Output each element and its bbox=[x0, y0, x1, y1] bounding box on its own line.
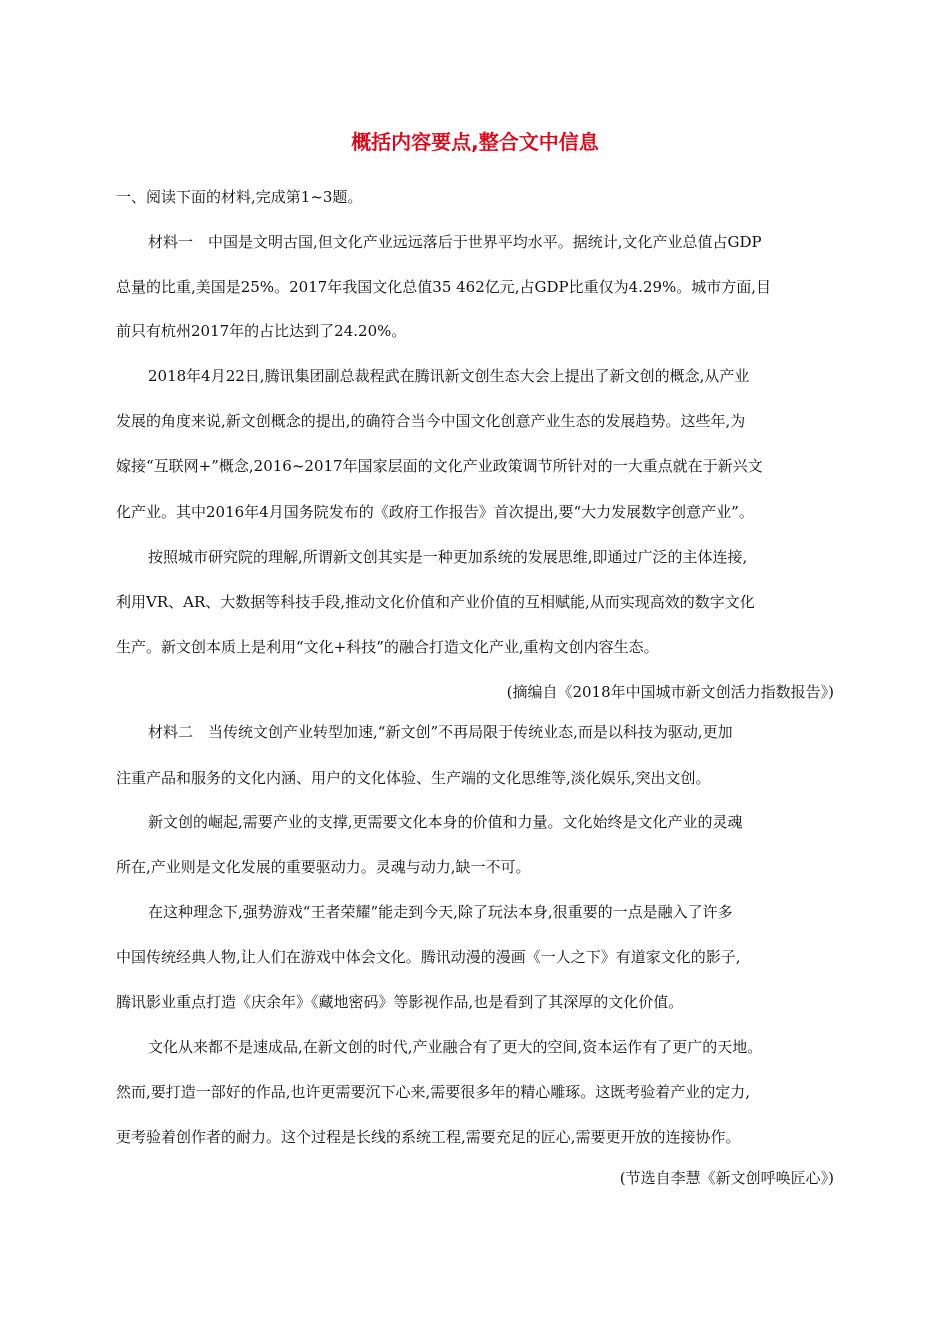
material1-source: (摘编自《2018年中国城市新文创活力指数报告》) bbox=[506, 683, 834, 701]
material1-p1-line2: 总量的比重,美国是25%。2017年我国文化总值35 462亿元,占GDP比重仅为4.29%。城市方面,目 bbox=[116, 278, 772, 296]
material2-p4-line2: 然而,要打造一部好的作品,也许更需要沉下心来,需要很多年的精心雕琢。这既考验着产业的定力, bbox=[116, 1083, 751, 1101]
material1-p3-line1: 按照城市研究院的理解,所谓新文创其实是一种更加系统的发展思维,即通过广泛的主体连接, bbox=[148, 548, 748, 566]
material1-p3-line3: 生产。新文创本质上是利用“文化+科技”的融合打造文化产业,重构文创内容生态。 bbox=[116, 638, 659, 656]
material2-p3-line3: 腾讯影业重点打造《庆余年》《藏地密码》等影视作品,也是看到了其深厚的文化价值。 bbox=[116, 993, 684, 1011]
material2-p2-line1: 新文创的崛起,需要产业的支撑,更需要文化本身的价值和力量。文化始终是文化产业的灵魂 bbox=[148, 813, 743, 831]
material2-source: (节选自李慧《新文创呼唤匠心》) bbox=[619, 1169, 834, 1187]
material1-p2-line2: 发展的角度来说,新文创概念的提出,的确符合当今中国文化创意产业生态的发展趋势。这些年,为 bbox=[116, 412, 746, 430]
material1-p3-line2: 利用VR、AR、大数据等科技手段,推动文化价值和产业价值的互相赋能,从而实现高效的数字文化 bbox=[116, 593, 755, 611]
question-line: 一、阅读下面的材料,完成第1~3题。 bbox=[116, 188, 363, 206]
material2-p1-line1: 材料二 当传统文创产业转型加速,“新文创”不再局限于传统业态,而是以科技为驱动,更加 bbox=[148, 723, 733, 741]
material2-p3-line2: 中国传统经典人物,让人们在游戏中体会文化。腾讯动漫的漫画《一人之下》有道家文化的影子, bbox=[116, 948, 741, 966]
material1-p2-line1: 2018年4月22日,腾讯集团副总裁程武在腾讯新文创生态大会上提出了新文创的概念,从产业 bbox=[148, 367, 750, 385]
material1-p1-line3: 前只有杭州2017年的占比达到了24.20%。 bbox=[116, 322, 407, 340]
material2-p1-line2: 注重产品和服务的文化内涵、用户的文化体验、生产端的文化思维等,淡化娱乐,突出文创。 bbox=[116, 769, 711, 787]
material2-p4-line1: 文化从来都不是速成品,在新文创的时代,产业融合有了更大的空间,资本运作有了更广的天地。 bbox=[148, 1038, 763, 1056]
page-title: 概括内容要点,整合文中信息 bbox=[351, 130, 599, 154]
material1-p1-line1: 材料一 中国是文明古国,但文化产业远远落后于世界平均水平。据统计,文化产业总值占GDP bbox=[148, 233, 762, 251]
material1-p2-line3: 嫁接“互联网+”概念,2016~2017年国家层面的文化产业政策调节所针对的一大重点就在于新兴文 bbox=[116, 457, 763, 475]
material2-p2-line2: 所在,产业则是文化发展的重要驱动力。灵魂与动力,缺一不可。 bbox=[116, 858, 531, 876]
material1-p2-line4: 化产业。其中2016年4月国务院发布的《政府工作报告》首次提出,要“大力发展数字创意产业”。 bbox=[116, 503, 754, 521]
material2-p4-line3: 更考验着创作者的耐力。这个过程是长线的系统工程,需要充足的匠心,需要更开放的连接协作。 bbox=[116, 1128, 741, 1146]
material2-p3-line1: 在这种理念下,强势游戏“王者荣耀”能走到今天,除了玩法本身,很重要的一点是融入了许多 bbox=[148, 903, 733, 921]
